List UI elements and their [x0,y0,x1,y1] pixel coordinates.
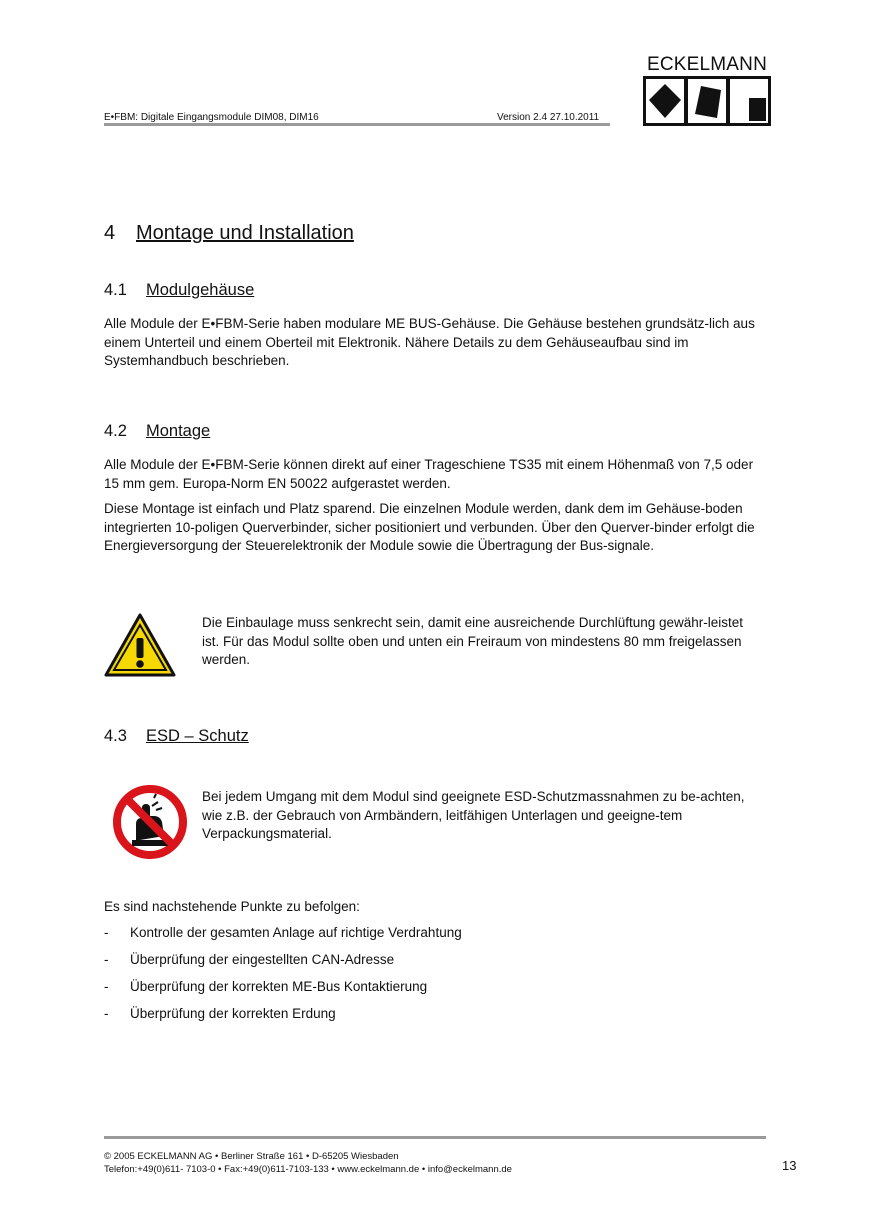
footer-address: © 2005 ECKELMANN AG • Berliner Straße 161 • D-65205 Wiesbaden [104,1151,399,1162]
section-number: 4.1 [104,281,127,299]
section-title: ESD – Schutz [146,727,249,745]
section-number: 4.2 [104,422,127,440]
chapter-heading [104,222,354,245]
section-title: Modulgehäuse [146,281,255,299]
warning-icon [103,612,177,678]
paragraph-montage-2: Diese Montage ist einfach und Platz sparend. Die einzelnen Module werden, dank dem im Gehäuse-boden integrierten 10-poligen Querverbinder, sicher positioniert und verbunden. Über den Querver-binder erfolgt die Energieversorgung der Steuerelektronik der Module sowie die Übertragung der Bus-signale. [104,501,755,553]
warning-note: Die Einbaulage muss senkrecht sein, damit eine ausreichende Durchlüftung gewähr-leistet ist. Für das Modul sollte oben und unten ein Freiraum von mindestens 80 mm freigelassen werden. [202,615,744,667]
footer-rule [104,1136,766,1139]
section-title: Montage [146,422,211,440]
list-item-text: Überprüfung der korrekten Erdung [130,1006,336,1021]
list-item-text: Überprüfung der eingestellten CAN-Adresse [130,952,395,967]
logo-squares-icon [643,76,771,126]
chapter-number: 4 [104,222,116,244]
list-item: - Überprüfung der korrekten ME-Bus Kontaktierung [104,979,428,994]
instructions-intro: Es sind nachstehende Punkte zu befolgen: [104,899,360,914]
esd-note: Bei jedem Umgang mit dem Modul sind geeignete ESD-Schutzmassnahmen zu be-achten, wie z.B. der Gebrauch von Armbändern, leitfähigen Unterlagen und geeigne-tem Verpackungsmaterial. [202,789,745,841]
header-doc-title: E•FBM: Digitale Eingangsmodule DIM08, DIM16 [104,112,319,123]
esd-prohibition-icon [112,784,188,860]
footer-contact: Telefon:+49(0)611- 7103-0 • Fax:+49(0)611-7103-133 • www.eckelmann.de • info@eckelmann.de [104,1164,512,1175]
chapter-title: Montage und Installation [136,222,354,244]
logo-text: ECKELMANN [646,54,768,75]
list-item: - Überprüfung der eingestellten CAN-Adresse [104,952,395,967]
header-rule [104,123,610,126]
paragraph-montage-1: Alle Module der E•FBM-Serie können direkt auf einer Trageschiene TS35 mit einem Höhenmaß von 7,5 oder 15 mm gem. Europa-Norm EN 50022 aufgerastet werden. [104,457,754,491]
section-number: 4.3 [104,727,127,745]
eckelmann-logo [643,54,773,131]
paragraph-modulgehaeuse: Alle Module der E•FBM-Serie haben modulare ME BUS-Gehäuse. Die Gehäuse bestehen grundsätz-lich aus einem Unterteil und einem Oberteil mit Elektronik. Nähere Details zu dem Gehäuseaufbau sind im Systemhandbuch beschrieben. [104,316,755,368]
section-heading-4-1 [104,281,254,300]
header-version: Version 2.4 27.10.2011 [497,112,600,123]
section-heading-4-3 [104,727,249,746]
section-heading-4-2 [104,422,210,441]
list-item-text: Überprüfung der korrekten ME-Bus Kontaktierung [130,979,428,994]
list-item: - Kontrolle der gesamten Anlage auf richtige Verdrahtung [104,925,462,940]
page-number: 13 [782,1158,797,1173]
list-item: - Überprüfung der korrekten Erdung [104,1006,336,1021]
list-item-text: Kontrolle der gesamten Anlage auf richtige Verdrahtung [130,925,462,940]
